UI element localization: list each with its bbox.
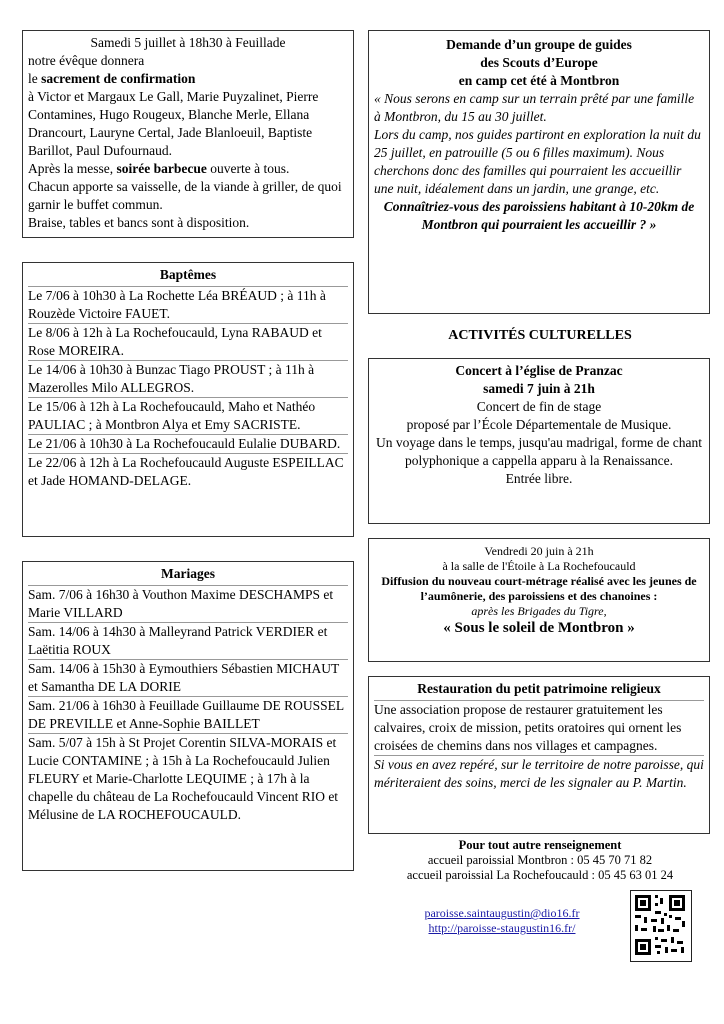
scouts-question: Connaîtriez-vous des paroissiens habitant à 10-20km de Montbron qui pourraient les accueillir ? » <box>383 199 695 232</box>
confirmation-names: à Victor et Margaux Le Gall, Marie Puyzalinet, Pierre Contamines, Hugo Rougeux, Blanche Merle, Ellana Drancourt, Lauryne Certal, Jade Blanloeuil, Baptiste Barillot, Paul Dufournaud. <box>28 89 319 158</box>
confirmation-bring: Chacun apporte sa vaisselle, de la viande à griller, de quoi garnir le buffet commun. <box>28 179 342 212</box>
scouts-title-2: des Scouts d’Europe <box>480 55 598 70</box>
scouts-title-1: Demande d’un groupe de guides <box>446 37 632 52</box>
footer-phone-montbron: accueil paroissial Montbron : 05 45 70 71 82 <box>427 853 653 867</box>
film-subtitle: après les Brigades du Tigre, <box>471 604 607 618</box>
confirmation-line2 <box>28 70 348 88</box>
film-box <box>368 538 710 662</box>
footer-links <box>392 906 612 936</box>
concert-line-3: Un voyage dans le temps, jusqu'au madrigal, forme de chant polyphonique a cappella apparu à la Renaissance. <box>376 435 702 468</box>
patrimoine-box <box>368 676 710 834</box>
confirmation-line1: notre évêque donnera <box>28 53 145 68</box>
confirmation-title: Samedi 5 juillet à 18h30 à Feuillade <box>90 35 286 50</box>
concert-box <box>368 358 710 524</box>
footer-info <box>370 838 710 883</box>
email-link[interactable]: paroisse.saintaugustin@dio16.fr <box>424 906 580 920</box>
confirmation-sacrement: sacrement de confirmation <box>41 71 196 86</box>
list-item: Le 8/06 à 12h à La Rochefoucauld, Lyna RABAUD et Rose MOREIRA. <box>28 325 322 358</box>
list-item: Le 15/06 à 12h à La Rochefoucauld, Maho et Nathéo PAULIAC ; à Montbron Alya et Emy SACRISTE. <box>28 399 316 432</box>
scouts-para-1: « Nous serons en camp sur un terrain prêté par une famille à Montbron, du 15 au 30 juillet. <box>374 91 695 124</box>
after-bold: soirée barbecue <box>116 161 207 176</box>
film-line-1: Vendredi 20 juin à 21h <box>484 544 594 558</box>
patrimoine-para-2: Si vous en avez repéré, sur le territoire de notre paroisse, qui mériteraient des soins, merci de les signaler au P. Martin. <box>374 757 704 790</box>
qr-code-icon <box>630 890 692 962</box>
website-link[interactable]: http://paroisse-staugustin16.fr/ <box>428 921 576 935</box>
list-item: Sam. 5/07 à 15h à St Projet Corentin SILVA-MORAIS et Lucie CONTAMINE ; à 15h à La Rochefoucauld Julien FLEURY et Marie-Charlotte LEQUIME ; à 17h à la chapelle du château de La Rochefoucauld Vincent RIO et Mélusine de LA ROCHEFOUCAULD. <box>28 735 339 822</box>
activites-title: ACTIVITÉS CULTURELLES <box>448 328 632 343</box>
concert-title-1: Concert à l’église de Pranzac <box>455 363 623 378</box>
list-item: Le 22/06 à 12h à La Rochefoucauld Auguste ESPEILLAC et Jade HOMAND-DELAGE. <box>28 455 344 488</box>
list-item: Le 14/06 à 10h30 à Bunzac Tiago PROUST ; à 11h à Mazerolles Milo ALLEGROS. <box>28 362 315 395</box>
list-item: Sam. 14/06 à 15h30 à Eymouthiers Sébastien MICHAUT et Samantha DE LA DORIE <box>28 661 339 694</box>
concert-line-2: proposé par l’École Départementale de Musique. <box>406 417 672 432</box>
footer-title: Pour tout autre renseignement <box>458 838 622 852</box>
scouts-title-3: en camp cet été à Montbron <box>458 73 620 88</box>
list-item: Sam. 14/06 à 14h30 à Malleyrand Patrick VERDIER et Laëtitia ROUX <box>28 624 328 657</box>
list-item: Sam. 21/06 à 16h30 à Feuillade Guillaume DE ROUSSEL DE PREVILLE et Anne-Sophie BAILLET <box>28 698 344 731</box>
mariages-title: Mariages <box>161 566 215 581</box>
baptemes-box <box>22 262 354 537</box>
list-item: Le 7/06 à 10h30 à La Rochette Léa BRÉAUD ; à 11h à Rouzède Victoire FAUET. <box>28 288 326 321</box>
list-item: Sam. 7/06 à 16h30 à Vouthon Maxime DESCHAMPS et Marie VILLARD <box>28 587 334 620</box>
baptemes-title: Baptêmes <box>159 267 217 282</box>
after-prefix: Après la messe, <box>28 161 117 176</box>
film-line-2: à la salle de l'Étoile à La Rochefoucauld <box>442 559 636 573</box>
after-suffix: ouverte à tous. <box>206 161 290 176</box>
footer-phone-rochefoucauld: accueil paroissial La Rochefoucauld : 05 45 63 01 24 <box>406 868 674 882</box>
confirmation-box <box>22 30 354 238</box>
patrimoine-title: Restauration du petit patrimoine religieux <box>417 681 661 696</box>
concert-line-4: Entrée libre. <box>505 471 573 486</box>
film-description: Diffusion du nouveau court-métrage réalisé avec les jeunes de l’aumônerie, des paroissiens et des chanoines : <box>381 574 697 603</box>
confirmation-line2-prefix: le <box>28 71 42 86</box>
patrimoine-para-1: Une association propose de restaurer gratuitement les calvaires, croix de mission, petits oratoires qui ornent les croisées de chemins dans nos villages et campagnes. <box>374 702 682 753</box>
confirmation-after <box>28 160 348 178</box>
film-title: « Sous le soleil de Montbron » <box>443 620 635 636</box>
list-item: Le 21/06 à 10h30 à La Rochefoucauld Eulalie DUBARD. <box>28 436 341 451</box>
concert-line-1: Concert de fin de stage <box>476 399 602 414</box>
mariages-box <box>22 561 354 871</box>
scouts-para-2: Lors du camp, nos guides partiront en exploration la nuit du 25 juillet, en patrouille (5 ou 6 filles maximum). Nous cherchons donc des familles qui pourraient les accueillir une nuit, idéalement dans un jardin, une grange, etc. <box>374 127 701 196</box>
confirmation-braise: Braise, tables et bancs sont à disposition. <box>28 215 250 230</box>
concert-title-2: samedi 7 juin à 21h <box>483 381 595 396</box>
scouts-box <box>368 30 710 314</box>
